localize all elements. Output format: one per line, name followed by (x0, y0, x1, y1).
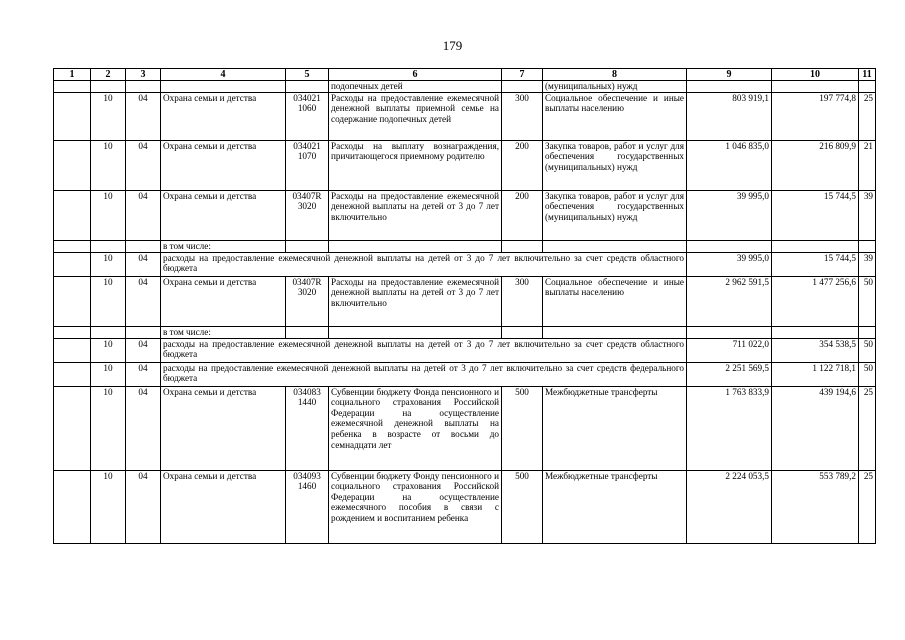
section-code: 10 (91, 362, 126, 386)
header-cell: 4 (161, 69, 286, 81)
header-cell: 9 (687, 69, 772, 81)
subsection-code: 04 (126, 276, 161, 326)
table-row (54, 140, 876, 190)
purpose-cell: Расходы на выплату вознаграждения, причитающегося приемному родителю (329, 140, 502, 190)
col-1-cell (54, 470, 91, 543)
funding-source-text: расходы на предоставление ежемесячной денежной выплаты на детей от 3 до 7 лет включительно за счет средств областного бюджета (161, 252, 687, 276)
table-row (54, 240, 876, 252)
table-row (54, 470, 876, 543)
amount-col-9: 2 251 569,5 (687, 362, 772, 386)
purpose-cell: Субвенции бюджету Фонда пенсионного и социального страхования Российской Федерации на осуществление ежемесячной денежной выплаты на ребенка в возрасте от восьми до семнадцати лет (329, 386, 502, 470)
section-name: Охрана семьи и детства (161, 140, 286, 190)
percent-col-11: 39 (859, 252, 876, 276)
target-article-code: 034021 1070 (286, 140, 329, 190)
amount-col-10: 216 809,9 (772, 140, 859, 190)
percent-col-11: 50 (859, 276, 876, 326)
target-article-code: 034093 1460 (286, 470, 329, 543)
expense-type-cell: Социальное обеспечение и иные выплаты населению (543, 92, 687, 140)
section-code: 10 (91, 470, 126, 543)
col-6-cell (329, 240, 502, 252)
header-cell: 11 (859, 69, 876, 81)
col-1-cell (54, 276, 91, 326)
including-label: в том числе: (161, 326, 286, 338)
amount-col-10: 553 789,2 (772, 470, 859, 543)
expense-type-cell: Закупка товаров, работ и услуг для обеспечения государственных (муниципальных) нужд (543, 190, 687, 240)
purpose-cell: подопечных детей (329, 81, 502, 93)
purpose-cell: Расходы на предоставление ежемесячной денежной выплаты на детей от 3 до 7 лет включительно (329, 276, 502, 326)
subsection-code: 04 (126, 362, 161, 386)
col-1-cell (54, 362, 91, 386)
expense-type-cell: Межбюджетные трансферты (543, 470, 687, 543)
col-10-cell (772, 326, 859, 338)
target-article-code: 034021 1060 (286, 92, 329, 140)
table-body (54, 81, 876, 544)
col-1-cell (54, 386, 91, 470)
section-name: Охрана семьи и детства (161, 276, 286, 326)
percent-col-11: 25 (859, 386, 876, 470)
section-name: Охрана семьи и детства (161, 190, 286, 240)
subsection-code: 04 (126, 190, 161, 240)
header-cell: 10 (772, 69, 859, 81)
target-article-code: 03407R 3020 (286, 276, 329, 326)
percent-col-11: 25 (859, 470, 876, 543)
amount-col-10: 354 538,5 (772, 338, 859, 362)
purpose-cell: Расходы на предоставление ежемесячной денежной выплаты на детей от 3 до 7 лет включительно (329, 190, 502, 240)
col-7-cell (502, 326, 543, 338)
col-11-cell (859, 240, 876, 252)
header-cell: 1 (54, 69, 91, 81)
col-5-cell (286, 326, 329, 338)
subsection-code: 04 (126, 140, 161, 190)
header-cell: 3 (126, 69, 161, 81)
table-row (54, 326, 876, 338)
col-1-cell (54, 326, 91, 338)
header-cell: 2 (91, 69, 126, 81)
table-row (54, 252, 876, 276)
expense-type-cell: Социальное обеспечение и иные выплаты населению (543, 276, 687, 326)
col-4-cell (161, 81, 286, 93)
section-name: Охрана семьи и детства (161, 470, 286, 543)
page-number: 179 (442, 38, 463, 53)
col-1-cell (54, 252, 91, 276)
section-code: 10 (91, 190, 126, 240)
purpose-cell: Субвенции бюджету Фонду пенсионного и социального страхования Российской Федерации на осуществление ежемесячного пособия в связи с рождением и воспитанием ребенка (329, 470, 502, 543)
col-1-cell (54, 190, 91, 240)
col-5-cell (286, 240, 329, 252)
amount-col-9: 39 995,0 (687, 252, 772, 276)
col-2-cell (91, 326, 126, 338)
expense-type-cell: (муниципальных) нужд (543, 81, 687, 93)
col-5-cell (286, 81, 329, 93)
col-3-cell (126, 326, 161, 338)
budget-table (53, 68, 876, 544)
header-cell: 8 (543, 69, 687, 81)
col-9-cell (687, 81, 772, 93)
col-1-cell (54, 140, 91, 190)
table-row (54, 276, 876, 326)
section-code: 10 (91, 92, 126, 140)
table-row (54, 338, 876, 362)
col-3-cell (126, 81, 161, 93)
col-7-cell (502, 81, 543, 93)
expense-type-code: 500 (502, 470, 543, 543)
amount-col-10: 15 744,5 (772, 190, 859, 240)
expense-type-cell: Межбюджетные трансферты (543, 386, 687, 470)
amount-col-10: 439 194,6 (772, 386, 859, 470)
expense-type-code: 300 (502, 276, 543, 326)
header-cell: 7 (502, 69, 543, 81)
col-6-cell (329, 326, 502, 338)
including-label: в том числе: (161, 240, 286, 252)
funding-source-text: расходы на предоставление ежемесячной денежной выплаты на детей от 3 до 7 лет включительно за счет средств федерального бюджета (161, 362, 687, 386)
header-cell: 5 (286, 69, 329, 81)
expense-type-code: 200 (502, 190, 543, 240)
col-2-cell (91, 240, 126, 252)
section-code: 10 (91, 252, 126, 276)
percent-col-11: 25 (859, 92, 876, 140)
col-1-cell (54, 81, 91, 93)
subsection-code: 04 (126, 386, 161, 470)
col-11-cell (859, 81, 876, 93)
percent-col-11: 50 (859, 338, 876, 362)
section-name: Охрана семьи и детства (161, 92, 286, 140)
section-code: 10 (91, 276, 126, 326)
table-row (54, 92, 876, 140)
amount-col-10: 1 477 256,6 (772, 276, 859, 326)
table-row (54, 190, 876, 240)
amount-col-9: 2 224 053,5 (687, 470, 772, 543)
expense-type-cell: Закупка товаров, работ и услуг для обеспечения государственных (муниципальных) нужд (543, 140, 687, 190)
col-8-cell (543, 326, 687, 338)
subsection-code: 04 (126, 252, 161, 276)
col-10-cell (772, 240, 859, 252)
col-9-cell (687, 240, 772, 252)
table-row (54, 81, 876, 93)
subsection-code: 04 (126, 92, 161, 140)
target-article-code: 034083 1440 (286, 386, 329, 470)
col-11-cell (859, 326, 876, 338)
col-1-cell (54, 240, 91, 252)
expense-type-code: 500 (502, 386, 543, 470)
subsection-code: 04 (126, 470, 161, 543)
percent-col-11: 50 (859, 362, 876, 386)
target-article-code: 03407R 3020 (286, 190, 329, 240)
section-name: Охрана семьи и детства (161, 386, 286, 470)
section-code: 10 (91, 338, 126, 362)
col-9-cell (687, 326, 772, 338)
purpose-cell: Расходы на предоставление ежемесячной денежной выплаты приемной семье на содержание подопечных детей (329, 92, 502, 140)
col-1-cell (54, 338, 91, 362)
funding-source-text: расходы на предоставление ежемесячной денежной выплаты на детей от 3 до 7 лет включительно за счет средств областного бюджета (161, 338, 687, 362)
amount-col-9: 1 046 835,0 (687, 140, 772, 190)
percent-col-11: 39 (859, 190, 876, 240)
table-row (54, 362, 876, 386)
section-code: 10 (91, 386, 126, 470)
amount-col-9: 39 995,0 (687, 190, 772, 240)
col-10-cell (772, 81, 859, 93)
table-header-row (54, 69, 876, 81)
subsection-code: 04 (126, 338, 161, 362)
amount-col-9: 803 919,1 (687, 92, 772, 140)
col-3-cell (126, 240, 161, 252)
col-8-cell (543, 240, 687, 252)
percent-col-11: 21 (859, 140, 876, 190)
section-code: 10 (91, 140, 126, 190)
amount-col-10: 15 744,5 (772, 252, 859, 276)
amount-col-9: 711 022,0 (687, 338, 772, 362)
table-row (54, 386, 876, 470)
col-7-cell (502, 240, 543, 252)
col-2-cell (91, 81, 126, 93)
expense-type-code: 300 (502, 92, 543, 140)
amount-col-10: 197 774,8 (772, 92, 859, 140)
expense-type-code: 200 (502, 140, 543, 190)
amount-col-9: 2 962 591,5 (687, 276, 772, 326)
header-cell: 6 (329, 69, 502, 81)
amount-col-9: 1 763 833,9 (687, 386, 772, 470)
col-1-cell (54, 92, 91, 140)
amount-col-10: 1 122 718,1 (772, 362, 859, 386)
